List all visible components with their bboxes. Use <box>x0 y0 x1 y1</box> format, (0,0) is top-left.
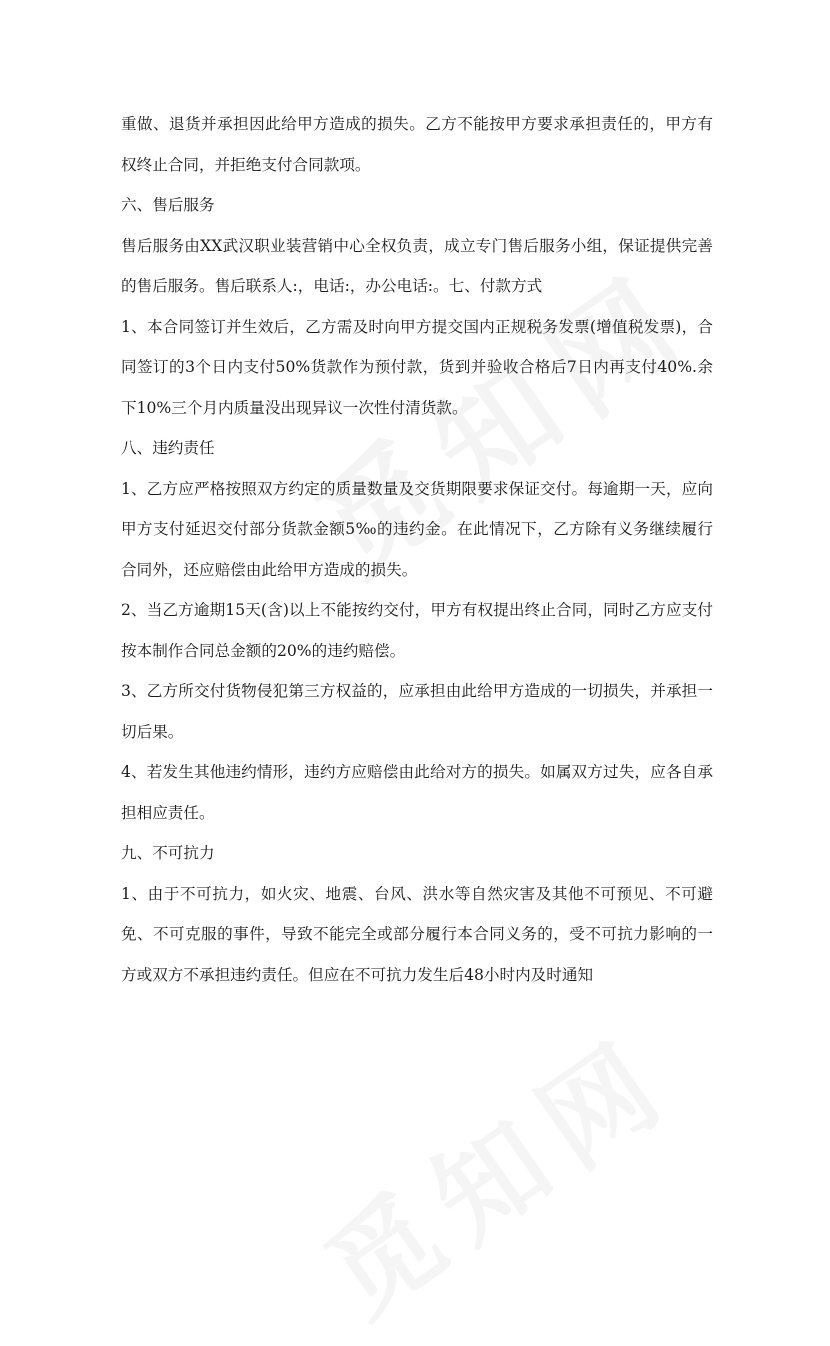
section-heading-breach: 八、违约责任 <box>121 439 215 457</box>
section-heading-force-majeure: 九、不可抗力 <box>121 844 215 862</box>
paragraph-force-majeure-1: 1、由于不可抗力，如火灾、地震、台风、洪水等自然灾害及其他不可预见、不可避免、不可克服的事件，导致不能完全或部分履行本合同义务的，受不可抗力影响的一方或双方不承担违约责任。但应在不可抗力发生后48小时内及时通知 <box>121 884 713 984</box>
paragraph-return-liability: 重做、退货并承担因此给甲方造成的损失。乙方不能按甲方要求承担责任的，甲方有权终止合同，并拒绝支付合同款项。 <box>121 115 713 174</box>
watermark-lower <box>290 992 700 1345</box>
section-heading-after-sales: 六、售后服务 <box>121 196 215 214</box>
document-body <box>121 104 713 995</box>
paragraph-breach-4: 4、若发生其他违约情形，违约方应赔偿由此给对方的损失。如属双方过失，应各自承担相应责任。 <box>121 763 713 822</box>
paragraph-breach-3: 3、乙方所交付货物侵犯第三方权益的，应承担由此给甲方造成的一切损失，并承担一切后果。 <box>121 682 713 741</box>
paragraph-breach-2: 2、当乙方逾期15天(含)以上不能按约交付，甲方有权提出终止合同，同时乙方应支付按本制作合同总金额的20%的违约赔偿。 <box>121 601 713 660</box>
paragraph-payment-terms: 1、本合同签订并生效后，乙方需及时向甲方提交国内正规税务发票(增值税发票)，合同签订的3个日内支付50%货款作为预付款，货到并验收合格后7日内再支付40%.余下10%三个月内质量没出现异议一次性付清货款。 <box>121 317 713 417</box>
paragraph-after-sales-service: 售后服务由XX武汉职业装营销中心全权负责，成立专门售后服务小组，保证提供完善的售后服务。售后联系人:，电话:，办公电话:。七、付款方式 <box>121 236 713 295</box>
paragraph-breach-1: 1、乙方应严格按照双方约定的质量数量及交货期限要求保证交付。每逾期一天，应向甲方支付延迟交付部分货款金额5‰的违约金。在此情况下，乙方除有义务继续履行合同外，还应赔偿由此给甲方造成的损失。 <box>121 479 713 579</box>
